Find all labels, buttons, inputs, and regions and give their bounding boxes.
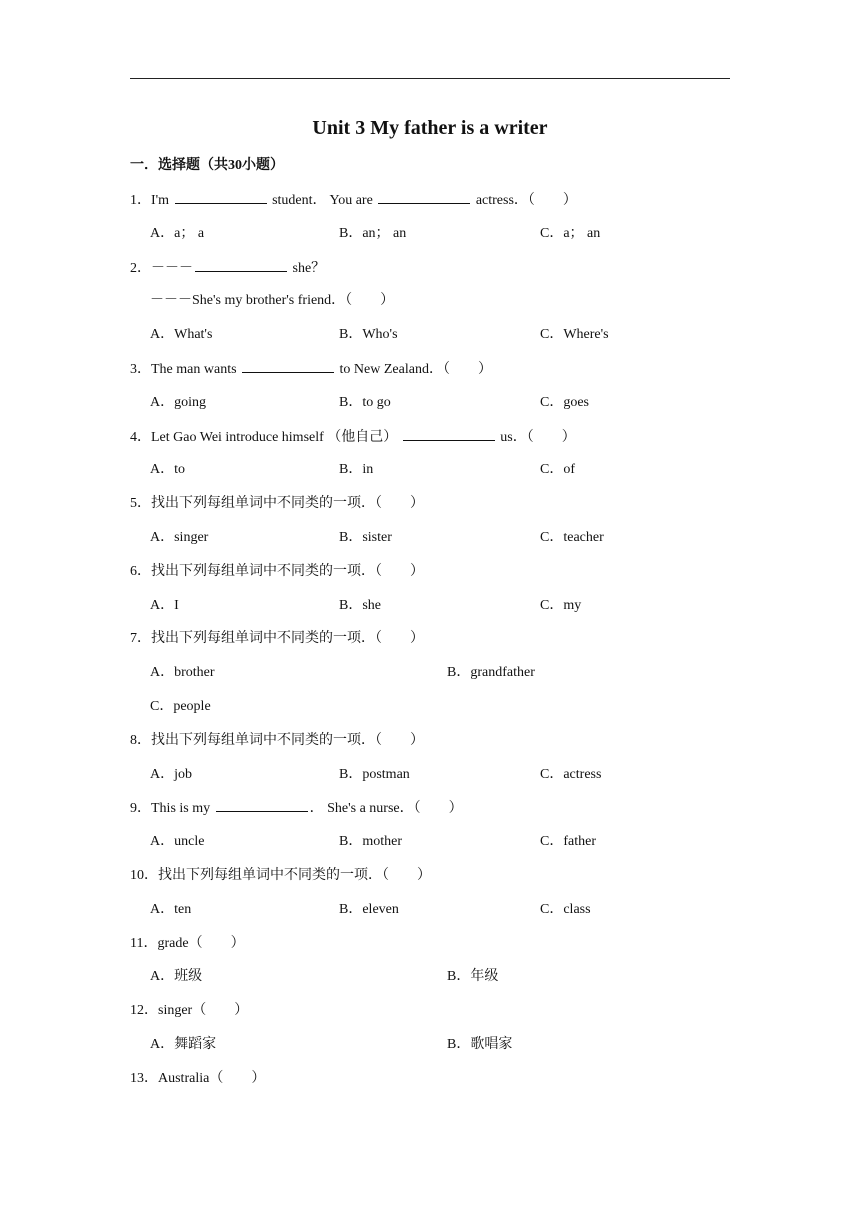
question-3: 3．The man wants to New Zealand．（ ） — [130, 358, 730, 392]
option-a[interactable]: A．uncle — [150, 834, 205, 850]
question-11: 11．grade（ ） — [130, 935, 245, 951]
answer-blank[interactable] — [175, 189, 267, 204]
options-row — [130, 764, 730, 798]
options-row — [130, 831, 730, 865]
option-b[interactable]: B．in — [339, 462, 374, 478]
page-title: Unit 3 My father is a writer — [312, 117, 548, 139]
options-row — [130, 527, 730, 561]
question-13: 13．Australia（ ） — [130, 1070, 266, 1086]
option-a[interactable]: A．brother — [150, 665, 215, 681]
option-a[interactable]: A．班级 — [150, 969, 203, 985]
option-b[interactable]: B．grandfather — [447, 665, 535, 681]
option-a[interactable]: A．job — [150, 766, 192, 782]
question-12: 12．singer（ ） — [130, 1003, 249, 1019]
question-7: 7．找出下列每组单词中不同类的一项．（ ） — [130, 631, 424, 647]
option-a[interactable]: A．going — [150, 394, 206, 410]
question-list — [130, 189, 730, 1102]
question-6: 6．找出下列每组单词中不同类的一项．（ ） — [130, 563, 424, 579]
option-a[interactable]: A．What's — [150, 327, 213, 343]
question-9: 9．This is my ． She's a nurse．（ ） — [130, 797, 730, 831]
option-b[interactable]: B．Who's — [339, 327, 398, 343]
option-b[interactable]: B．歌唱家 — [447, 1036, 513, 1052]
options-row — [130, 459, 730, 493]
question-2-line2: －－－She's my brother's friend．（ ） — [150, 293, 395, 309]
option-c[interactable]: C．of — [540, 462, 575, 478]
header-rule — [130, 78, 730, 79]
question-5: 5．找出下列每组单词中不同类的一项．（ ） — [130, 496, 424, 512]
answer-blank[interactable] — [242, 358, 334, 373]
options-row — [130, 1034, 730, 1068]
options-row — [130, 223, 730, 257]
answer-blank[interactable] — [378, 189, 470, 204]
options-row — [130, 899, 730, 933]
answer-blank[interactable] — [403, 426, 495, 441]
option-a[interactable]: A．I — [150, 597, 179, 613]
option-a[interactable]: A．a； a — [150, 225, 205, 241]
option-c[interactable]: C．Where's — [540, 327, 609, 343]
options-row — [130, 595, 730, 629]
option-b[interactable]: B．年级 — [447, 969, 499, 985]
option-c[interactable]: C．actress — [540, 766, 602, 782]
option-b[interactable]: B．an； an — [339, 225, 407, 241]
section-heading: 一．选择题（共30小题） — [130, 158, 284, 173]
option-b[interactable]: B．to go — [339, 394, 391, 410]
options-row — [130, 662, 730, 696]
option-a[interactable]: A．singer — [150, 529, 209, 545]
option-c[interactable]: C．my — [540, 597, 582, 613]
option-b[interactable]: B．she — [339, 597, 381, 613]
options-row — [130, 696, 730, 730]
question-2: 2．－－－ she？ — [130, 257, 730, 291]
question-4: 4．Let Gao Wei introduce himself （他自己） us．（ ） — [130, 426, 730, 460]
option-c[interactable]: C．people — [150, 698, 211, 714]
option-c[interactable]: C．teacher — [540, 529, 604, 545]
option-b[interactable]: B．eleven — [339, 901, 399, 917]
option-c[interactable]: C．a； an — [540, 225, 601, 241]
option-b[interactable]: B．sister — [339, 529, 392, 545]
options-row — [130, 392, 730, 426]
question-1: 1．I'm student． You are actress．（ ） — [130, 189, 730, 223]
question-10: 10．找出下列每组单词中不同类的一项．（ ） — [130, 867, 431, 883]
options-row — [130, 324, 730, 358]
option-b[interactable]: B．mother — [339, 834, 402, 850]
answer-blank[interactable] — [195, 257, 287, 272]
option-c[interactable]: C．father — [540, 834, 596, 850]
option-c[interactable]: C．class — [540, 901, 591, 917]
option-b[interactable]: B．postman — [339, 766, 410, 782]
question-8: 8．找出下列每组单词中不同类的一项．（ ） — [130, 732, 424, 748]
option-a[interactable]: A．to — [150, 462, 185, 478]
options-row — [130, 966, 730, 1000]
option-a[interactable]: A．ten — [150, 901, 192, 917]
answer-blank[interactable] — [216, 797, 308, 812]
option-c[interactable]: C．goes — [540, 394, 589, 410]
option-a[interactable]: A．舞蹈家 — [150, 1036, 217, 1052]
